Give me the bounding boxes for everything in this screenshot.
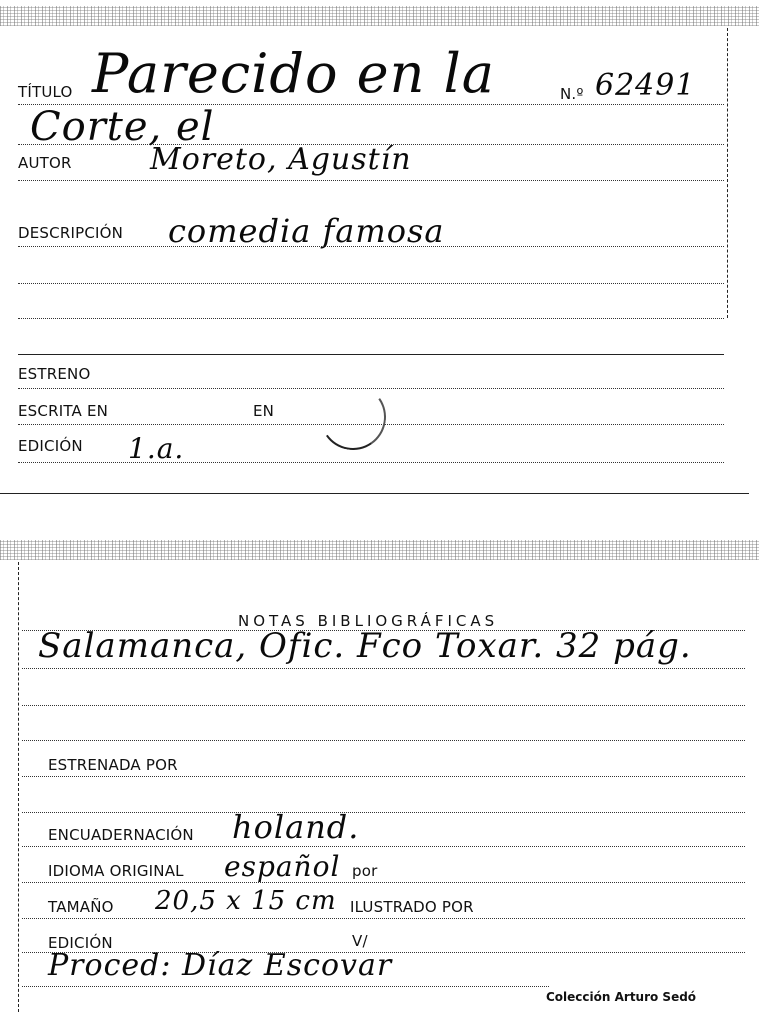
card-top-edge bbox=[0, 540, 759, 560]
descripcion-line-2 bbox=[18, 283, 724, 284]
descripcion-value: comedia famosa bbox=[168, 212, 445, 250]
catalog-card-back bbox=[0, 540, 759, 1020]
estrenada-por-label: ESTRENADA POR bbox=[48, 756, 178, 774]
edicion-line bbox=[18, 462, 724, 463]
blank-line bbox=[22, 812, 745, 813]
titulo-value-line2: Corte, el bbox=[30, 104, 215, 150]
card-right-border bbox=[727, 28, 728, 318]
numero-label: N.º bbox=[560, 85, 584, 103]
idioma-line bbox=[22, 882, 745, 883]
numero-value: 62491 bbox=[595, 68, 696, 103]
notas-heading: NOTAS BIBLIOGRÁFICAS bbox=[238, 612, 499, 630]
descripcion-line-1 bbox=[18, 246, 724, 247]
card-top-edge bbox=[0, 6, 759, 26]
card-bottom-edge bbox=[0, 493, 749, 494]
escrita-en-label: ESCRITA EN bbox=[18, 402, 109, 420]
ilustrado-por-label: ILUSTRADO POR bbox=[350, 898, 474, 916]
autor-value: Moreto, Agustín bbox=[150, 142, 412, 177]
titulo-value-line1: Parecido en la bbox=[92, 42, 495, 105]
idioma-original-value: español bbox=[224, 850, 341, 883]
idioma-original-label: IDIOMA ORIGINAL bbox=[48, 862, 184, 880]
edicion-label: EDICIÓN bbox=[18, 437, 83, 455]
descripcion-label: DESCRIPCIÓN bbox=[18, 224, 124, 242]
catalog-card-front bbox=[0, 0, 759, 494]
descripcion-line-3 bbox=[18, 318, 724, 319]
card-left-border bbox=[18, 562, 19, 1012]
en-label: EN bbox=[253, 402, 275, 420]
notas-value: Salamanca, Ofic. Fco Toxar. 32 pág. bbox=[38, 626, 692, 666]
notas-line-2 bbox=[22, 705, 745, 706]
v-label: V/ bbox=[352, 932, 368, 950]
encuadernacion-value: holand. bbox=[232, 808, 360, 846]
tamano-line bbox=[22, 918, 745, 919]
autor-line bbox=[18, 180, 724, 181]
collection-footer: Colección Arturo Sedó bbox=[546, 990, 697, 1004]
edicion-label: EDICIÓN bbox=[48, 934, 113, 952]
estreno-label: ESTRENO bbox=[18, 365, 91, 383]
tamano-label: TAMAÑO bbox=[48, 898, 114, 916]
titulo-label: TÍTULO bbox=[18, 83, 73, 101]
procedencia-line bbox=[22, 986, 549, 987]
encuadernacion-line bbox=[22, 846, 745, 847]
notas-line-1 bbox=[22, 668, 745, 669]
autor-label: AUTOR bbox=[18, 154, 72, 172]
estrenada-line bbox=[22, 776, 745, 777]
ink-blot bbox=[315, 379, 391, 455]
tamano-value: 20,5 x 15 cm bbox=[155, 886, 337, 916]
descripcion-line-4 bbox=[18, 354, 724, 355]
edicion-value: 1.a. bbox=[128, 432, 185, 465]
por-label: por bbox=[352, 862, 378, 880]
notas-line-3 bbox=[22, 740, 745, 741]
procedencia-value: Proced: Díaz Escovar bbox=[48, 948, 393, 983]
encuadernacion-label: ENCUADERNACIÓN bbox=[48, 826, 194, 844]
